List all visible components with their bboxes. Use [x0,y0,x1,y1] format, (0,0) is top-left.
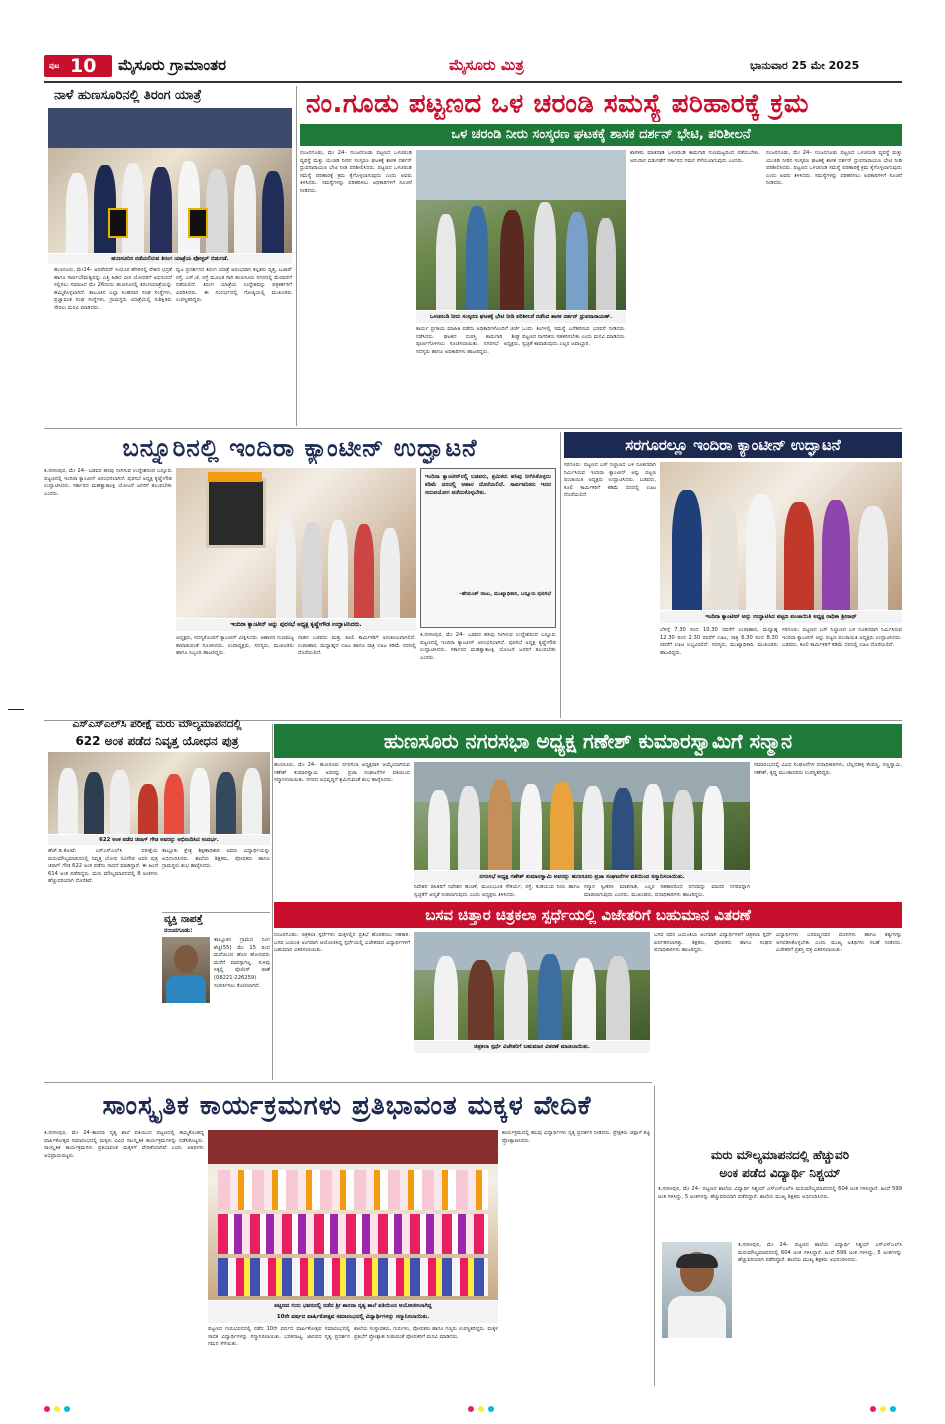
story-body-col2: ಬೆಳಿಗ್ಗೆ 7.30 ರಿಂದ 10.30 ರವರೆಗೆ ಉಪಾಹಾರ, ಮಧ್ಯಾಹ್ನ 12.30 ರಿಂದ 2.30 ರವರೆಗೆ ಊಟ, ರಾತ್ರಿ 6.30 ರಿಂದ 8.30 ರವರೆಗೆ ಊಟ ಲಭ್ಯವಿರಲಿದೆ. ಸದಸ್ಯರು, ಮುಖ್ಯಾಧಿಕಾರಿ, ಮುಖಂಡರು ಹಾಜರಿದ್ದರು. [660,627,778,656]
story-photo [416,150,626,310]
masthead-rule [44,81,902,83]
story-body-col4: ಕಾರ್ಯಕ್ರಮದಲ್ಲಿ ಹಲವು ವಿದ್ಯಾರ್ಥಿಗಳು ನೃತ್ಯ ಪ್ರದರ್ಶನ ನೀಡಿದರು. ಪ್ರೇಕ್ಷಕರು ಚಪ್ಪಾಳೆ ತಟ್ಟಿ ಪ್ರೋತ್ಸಾಹಿಸಿದರು. [502,1130,650,1144]
story-photo [414,762,750,870]
photo-caption-line1: ಪಟ್ಟಣದ ಗುರು ಭವನದಲ್ಲಿ ನಡೆದ ಶ್ರೀ ಶಾರದಾ ನೃತ್ಯ ಶಾಲೆ ವತಿಯಿಂದ ಆಯೋಜಿಸಲಾಗಿದ್ದ [208,1301,498,1312]
section-rule [44,428,902,429]
story-body-col4: ಶಾಸಕರು ಮಾತನಾಡಿ ಒಳಚರಂಡಿ ಕಾಮಗಾರಿ ಗುಣಮಟ್ಟದಿಂದ ನಡೆಯಬೇಕು. ಅನುದಾನ ಬಿಡುಗಡೆಗೆ ಸರ್ಕಾರದ ಗಮನ ಸೆಳೆಯಲಾಗುವುದು ಎಂದರು. [630,150,760,164]
photo-caption-line2: 10ನೇ ವರ್ಷದ ವಾರ್ಷಿಕೋತ್ಸವ ಸಮಾರಂಭದಲ್ಲಿ ವಿದ್ಯಾರ್ಥಿಗಳನ್ನು ಸನ್ಮಾನಿಸಲಾಯಿತು. [208,1312,498,1323]
quote-text: ಇಂದಿರಾ ಕ್ಯಾಂಟೀನ್‌ನಲ್ಲಿ ಬಡವರು, ಶ್ರಮಿಕರು ಹಸಿವು ನೀಗಿಸಿಕೊಳ್ಳಲು ಕಡಿಮೆ ದರದಲ್ಲಿ ಆಹಾರ ದೊರೆಯಲಿದೆ. ಸಾರ್ವಜನಿಕರು ಇದರ ಸದುಪಯೋಗ ಪಡೆದುಕೊಳ್ಳಬೇಕು. [425,474,551,497]
story-subhead: ಒಳ ಚರಂಡಿ ನೀರು ಸಂಸ್ಕರಣ ಘಟಕಕ್ಕೆ ಶಾಸಕ ದರ್ಶನ್ ಭೇಟಿ, ಪರಿಶೀಲನೆ [300,124,902,146]
story-photo [176,468,416,618]
section-title: ಮೈಸೂರು ಗ್ರಾಮಾಂತರ [118,56,227,74]
story-headline: ಹುಣಸೂರು ನಗರಸಭಾ ಅಧ್ಯಕ್ಷ ಗಣೇಶ್ ಕುಮಾರಸ್ವಾಮಿಗೆ ಸನ್ಮಾನ [274,724,902,758]
story-body-col1: ಸರಗೂರು: ಪಟ್ಟಣದ ಬಸ್ ನಿಲ್ದಾಣದ ಬಳಿ ನೂತನವಾಗಿ ನಿರ್ಮಿಸಿರುವ ಇಂದಿರಾ ಕ್ಯಾಂಟೀನ್ ಅನ್ನು ಪಟ್ಟಣ ಪಂಚಾಯಿತಿ ಅಧ್ಯಕ್ಷರು ಉದ್ಘಾಟಿಸಿದರು. ಬಡವರು, ಕೂಲಿ ಕಾರ್ಮಿಕರಿಗೆ ಕಡಿಮೆ ದರದಲ್ಲಿ ಊಟ ದೊರೆಯಲಿದೆ. [564,462,656,499]
story-body: ತಿ.ನರಸೀಪುರ, ಮೇ 24– ಪಟ್ಟಣದ ಶಾಲೆಯ ವಿದ್ಯಾರ್ಥಿ ನಿಶ್ಚಯ್ ಎಸ್‌ಎಸ್‌ಎಲ್‌ಸಿ ಮರುಮೌಲ್ಯಮಾಪನದಲ್ಲಿ 604 ಅಂಕ ಗಳಿಸಿದ್ದಾರೆ. ಹಿಂದೆ 599 ಅಂಕ ಗಳಿಸಿದ್ದು, 5 ಅಂಕಗಳನ್ನು ಹೆಚ್ಚುವರಿಯಾಗಿ ಪಡೆದಿದ್ದಾರೆ. ಶಾಲೆಯ ಮುಖ್ಯ ಶಿಕ್ಷಕರು ಅಭಿನಂದಿಸಿದರು. [658,1186,902,1200]
photo-caption: ಇಂದಿರಾ ಕ್ಯಾಂಟೀನ್ ಅನ್ನು ಉದ್ಘಾಟಿಸಿದ ಪಟ್ಟಣ ಪಂಚಾಯಿತಿ ಅಧ್ಯಕ್ಷ ರಾಧಿಕಾ ಶ್ರೀನಾಥ್ [660,611,902,623]
page-number-badge [44,55,112,77]
story-saragur-canteen [564,432,902,718]
story-headline: ನಂ.ಗೂಡು ಪಟ್ಟಣದ ಒಳ ಚರಂಡಿ ಸಮಸ್ಯೆ ಪರಿಹಾರಕ್ಕೆ ಕ್ರಮ [306,89,809,119]
story-body-col1: ತಿ.ನರಸೀಪುರ, ಮೇ 24– ಬಡವರ ಹಸಿವು ನೀಗಿಸುವ ಉದ್ದೇಶದಿಂದ ಬನ್ನೂರು ಪಟ್ಟಣದಲ್ಲಿ ಇಂದಿರಾ ಕ್ಯಾಂಟೀನ್ ಆರಂಭಿಸಲಾಗಿದೆ. ಪುರಸಭೆ ಅಧ್ಯಕ್ಷ ಕೃಷ್ಣೇಗೌಡ ಉದ್ಘಾಟಿಸಿದರು. ಸರ್ಕಾರದ ಮಹತ್ವಾಕಾಂಕ್ಷಿ ಯೋಜನೆ ಜನರಿಗೆ ತಲುಪಬೇಕು ಎಂದರು. [44,468,172,497]
story-ugd [300,86,902,426]
story-body-col2: ಪಟ್ಟಣದ ಗುರುಭವನದಲ್ಲಿ ನಡೆದ 10ನೇ ವರ್ಷದ ವಾರ್ಷಿಕೋತ್ಸವ ಸಮಾರಂಭದಲ್ಲಿ ಸಾಧಕ ವಿದ್ಯಾರ್ಥಿಗಳನ್ನು ಸನ್ಮಾನಿಸಲಾಯಿತು. ಭರತನಾಟ್ಯ, ಜಾನಪದ ನೃತ್ಯ ಪ್ರದರ್ಶನ ಗಮನ ಸೆಳೆಯಿತು. [208,1326,350,1348]
photo-caption: ನಗರಸಭೆ ಅಧ್ಯಕ್ಷ ಗಣೇಶ್ ಕುಮಾರಸ್ವಾಮಿ ಅವರನ್ನು ಹುಣಸೂರು ಪ್ರಜಾ ಸಂಘಟನೆಗಳ ವತಿಯಿಂದ ಸನ್ಮಾನಿಸಲಾಯಿತು. [414,871,750,883]
page-number: 10 [70,55,97,77]
story-body-col1: ಹುಣಸೂರು, ಮೇ24– ಆಪರೇಷನ್ ಸಿಂಧೂರ ಹೆಸರಿನಲ್ಲಿ ದೇಶದ ಭದ್ರತೆ ಹಾಗೂ ಸಾರ್ವಭೌಮತ್ವವನ್ನು ಎತ್ತಿ ಹಿಡಿದ ವೀರ ಯೋಧರಿಗೆ ಅಭಿನಂದನೆ ಸಲ್ಲಿಸಲು ಸಮಾಜದ ಮೇ 26ರಂದು ಹುಣಸೂರಲ್ಲಿ ತಿರಂಗಯಾತ್ರೆಯನ್ನು ಹಮ್ಮಿಕೊಳ್ಳಲಾಗಿದೆ. ತಾಲೂಕಿನ ಎಲ್ಲಾ ಸಿಂಹನಾದ ಸಂಘ ಸಂಸ್ಥೆಗಳು, ಪ್ರಜ್ಞಾವಂತ ಸಂಘ ಸಂಸ್ಥೆಗಳು, ಗ್ರಾಮಸ್ಥರು ಯಾತ್ರೆಯಲ್ಲಿ ಸುಶಿಕ್ಷಿತರು ಸೇರಲು ಮನವಿ ಮಾಡಿದರು. [54,267,172,311]
story-body-col3: ಶಾಲೆಯ ಸಂಸ್ಥಾಪಕರು, ಗುರುಗಳು, ಪೋಷಕರು ಹಾಗೂ ಗಣ್ಯರು ಉಪಸ್ಥಿತರಿದ್ದರು. ಮಕ್ಕಳ ಪ್ರತಿಭೆಗೆ ಪ್ರೋತ್ಸಾಹ ನೀಡುವಂತೆ ಪೋಷಕರಿಗೆ ಮನವಿ ಮಾಡಿದರು. [354,1326,498,1340]
margin-mark [8,709,24,710]
story-nishchay [658,1146,902,1386]
photo-caption: 622 ಅಂಕ ಪಡೆದ ಚಿರಾಗ್ ಗೌಡ ಅವರನ್ನು ಅಭಿನಂದಿಸಿದ ಸಂದರ್ಭ. [48,835,270,845]
story-body-col2: ನಿವೇಶನ ರಹಿತರಿಗೆ ನಿವೇಶನ ಹಂಚಿಕೆ, ಮೂಲಭೂತ ಸೌಕರ್ಯ, ರಸ್ತೆ, ಕುಡಿಯುವ ನೀರು ಹಾಗೂ ಸ್ವಚ್ಛತೆಗೆ ಆದ್ಯತೆ ನೀಡಲಾಗುವುದು ಎಂದು ಅಧ್ಯಕ್ಷರು ತಿಳಿಸಿದರು. [414,884,580,898]
story-headline-line1: ಎಸ್‌ಎಸ್‌ಎಲ್‌ಸಿ ಪರೀಕ್ಷೆ ಮರು ಮೌಲ್ಯಮಾಪನದಲ್ಲಿ [72,718,242,730]
photo-caption: ಇಂದಿರಾ ಕ್ಯಾಂಟೀನ್ ಅನ್ನು ಪುರಸಭೆ ಅಧ್ಯಕ್ಷ ಕೃಷ್ಣೇಗೌಡ ಉದ್ಘಾಟಿಸಿದರು. [176,619,416,631]
quote-attribution: –ಹೇಮಂತ್ ರಾಜು, ಮುಖ್ಯಾಧಿಕಾರಿ, ಬನ್ನೂರು ಪುರಸಭೆ [459,591,551,597]
story-headline-line1: ಮರು ಮೌಲ್ಯಮಾಪನದಲ್ಲಿ ಹೆಚ್ಚುವರಿ [710,1148,850,1162]
story-bannur-canteen [44,432,556,718]
student-photo [662,1242,732,1338]
story-headline: ಬನ್ನೂರಿನಲ್ಲಿ ಇಂದಿರಾ ಕ್ಯಾಂಟೀನ್ ಉದ್ಘಾಟನೆ [122,434,478,462]
story-body-col1: ತಿ.ನರಸೀಪುರ, ಮೇ 24–ಶಾರದಾ ನೃತ್ಯ ಶಾಲೆ ವತಿಯಿಂದ ಪಟ್ಟಣದಲ್ಲಿ ಹಮ್ಮಿಕೊಂಡಿದ್ದ ವಾರ್ಷಿಕೋತ್ಸವ ಸಮಾರಂಭದಲ್ಲಿ ಮಕ್ಕಳು ವಿವಿಧ ಸಾಂಸ್ಕೃತಿಕ ಕಾರ್ಯಕ್ರಮಗಳನ್ನು ನಡೆಸಿಕೊಟ್ಟರು. ಸಾಂಸ್ಕೃತಿಕ ಕಾರ್ಯಕ್ರಮಗಳು ಪ್ರತಿಭಾವಂತ ಮಕ್ಕಳಿಗೆ ವೇದಿಕೆಯಾಗಿವೆ ಎಂದು ಅತಿಥಿಗಳು ಅಭಿಪ್ರಾಯಪಟ್ಟರು. [44,1130,204,1159]
story-basava-chittara [274,902,902,1080]
missing-person-photo [162,937,210,1003]
column-rule [296,86,297,426]
story-body-col3: ವಿದ್ಯಾರ್ಥಿಗಳು ಬಸವಣ್ಣನವರ ವಚನಗಳು ಹಾಗೂ ತತ್ವಗಳನ್ನು ಅಳವಡಿಸಿಕೊಳ್ಳಬೇಕು ಎಂದು ಮುಖ್ಯ ಅತಿಥಿಗಳು ಸಲಹೆ ನೀಡಿದರು. ವಿಜೇತರಿಗೆ ಪ್ರಶಸ್ತಿ ಪತ್ರ ವಿತರಿಸಲಾಯಿತು. [776,932,902,954]
story-body-col5: ನಂಜನಗೂಡು, ಮೇ 24– ನಂಜನಗೂಡು ಪಟ್ಟಣದ ಒಳಚರಂಡಿ ವ್ಯವಸ್ಥೆ ಮತ್ತು ಯುಜಿಡಿ ನೀರಿನ ಸಂಸ್ಕರಣ ಘಟಕಕ್ಕೆ ಶಾಸಕ ದರ್ಶನ್ ಧ್ರುವನಾರಾಯಣ ಭೇಟಿ ನೀಡಿ ಪರಿಶೀಲಿಸಿದರು. ಪಟ್ಟಣದ ಒಳಚರಂಡಿ ಸಮಸ್ಯೆ ಪರಿಹಾರಕ್ಕೆ ಕ್ರಮ ಕೈಗೊಳ್ಳಲಾಗುವುದು ಎಂದು ಅವರು ತಿಳಿಸಿದರು. ಸಮಸ್ಯೆಗಳನ್ನು ಪರಿಹರಿಸಲು ಅಧಿಕಾರಿಗಳಿಗೆ ಸೂಚನೆ ನೀಡಿದರು. [766,150,902,187]
page-label: ಪುಟ [49,62,60,70]
story-hunsur-sanmana [274,724,902,898]
photo-caption: ಒಳಚರಂಡಿ ನೀರು ಸಂಸ್ಕರಣ ಘಟಕಕ್ಕೆ ಭೇಟಿ ನೀಡಿ ಪರಿಶೀಲನೆ ನಡೆಸಿದ ಶಾಸಕ ದರ್ಶನ್ ಧ್ರುವನಾರಾಯಣ್. [416,311,626,323]
missing-body: ತಾಲ್ಲೂಕಿನ ಗ್ರಾಮದ ನಿಂಗ ಶೆಟ್ಟಿ(55) ಮೇ 15 ರಿಂದ ಮನೆಯಿಂದ ಹೊರ ಹೋದವರು ಮನೆಗೆ ವಾಪಸ್ಸಾಗಿಲ್ಲ. ಸುಳಿವು ಸಿಕ್ಕಲ್ಲಿ ಪೊಲೀಸ್ ಠಾಣೆ (08221-226259) ಸಂಪರ್ಕಿಸಲು ಕೋರಲಾಗಿದೆ. [214,937,270,989]
story-body-col1: ನಂಜನಗೂಡು, ಮೇ 24– ನಂಜನಗೂಡು ಪಟ್ಟಣದ ಒಳಚರಂಡಿ ವ್ಯವಸ್ಥೆ ಮತ್ತು ಯುಜಿಡಿ ನೀರಿನ ಸಂಸ್ಕರಣ ಘಟಕಕ್ಕೆ ಶಾಸಕ ದರ್ಶನ್ ಧ್ರುವನಾರಾಯಣ ಭೇಟಿ ನೀಡಿ ಪರಿಶೀಲಿಸಿದರು. ಪಟ್ಟಣದ ಒಳಚರಂಡಿ ಸಮಸ್ಯೆ ಪರಿಹಾರಕ್ಕೆ ಕ್ರಮ ಕೈಗೊಳ್ಳಲಾಗುವುದು ಎಂದು ಅವರು ತಿಳಿಸಿದರು. ಸಮಸ್ಯೆಗಳನ್ನು ಪರಿಹರಿಸಲು ಅಧಿಕಾರಿಗಳಿಗೆ ಸೂಚನೆ ನೀಡಿದರು. [300,150,412,194]
story-body-col2: ಅಧ್ಯಕ್ಷರು, ಸದಸ್ಯರೊಂದಿಗೆ ಕ್ಯಾಂಟೀನ್ ವೀಕ್ಷಿಸಿದರು. ಆಹಾರದ ಗುಣಮಟ್ಟ ಕಾಪಾಡುವಂತೆ ಸೂಚಿಸಿದರು. ಉಪಾಧ್ಯಕ್ಷರು, ಸದಸ್ಯರು, ಮುಖಂಡರು ಹಾಗೂ ಸಿಬ್ಬಂದಿ ಹಾಜರಿದ್ದರು. [176,635,294,657]
section-rule [44,1082,652,1083]
story-photo [48,752,270,834]
photo-caption: ಹುಣಸೂರಿನ ನಡೆಯಲಿರುವ ತಿರಂಗ ಯಾತ್ರೆಯ ಪೋಸ್ಟರ್ ಬಿಡುಗಡೆ. [48,254,292,264]
story-headline: ಸಾಂಸ್ಕೃತಿಕ ಕಾರ್ಯಕ್ರಮಗಳು ಪ್ರತಿಭಾವಂತ ಮಕ್ಕಳ ವೇದಿಕೆ [102,1091,592,1121]
story-body-col1: ಹೆಚ್.ಡಿ.ಕೋಟೆ: ಎಸ್‌ಎಸ್‌ಎಲ್‌ಸಿ ಪರೀಕ್ಷೆಯ ಮರುಮೌಲ್ಯಮಾಪನದಲ್ಲಿ ನಿವೃತ್ತ ಯೋಧ ರವಿಗೌಡ ಅವರ ಪುತ್ರ ಚಿರಾಗ್ ಗೌಡ 622 ಅಂಕ ಪಡೆದು ಸಾಧನೆ ಮಾಡಿದ್ದಾರೆ. ಈ ಹಿಂದೆ 614 ಅಂಕ ಪಡೆದಿದ್ದರು. ಮರು ಮೌಲ್ಯಮಾಪನದಲ್ಲಿ 8 ಅಂಕಗಳು ಹೆಚ್ಚುವರಿಯಾಗಿ ದೊರೆತಿವೆ. [48,848,158,885]
story-headline-line2: ಅಂಕ ಪಡೆದ ವಿದ್ಯಾರ್ಥಿ ನಿಶ್ಚಯ್ [719,1166,841,1180]
story-body-col1: ಹುಣಸೂರು, ಮೇ 24– ಹುಣಸೂರು ನಗರಸಭಾ ಅಧ್ಯಕ್ಷರಾಗಿ ಆಯ್ಕೆಯಾಗಿರುವ ಗಣೇಶ್ ಕುಮಾರಸ್ವಾಮಿ ಅವರನ್ನು ಪ್ರಜಾ ಸಂಘಟನೆಗಳ ವತಿಯಿಂದ ಸನ್ಮಾನಿಸಲಾಯಿತು. ನಗರದ ಅಭಿವೃದ್ಧಿಗೆ ಶ್ರಮಿಸುವಂತೆ ಶುಭ ಹಾರೈಸಿದರು. [274,762,410,784]
story-body-col3: ಸರಗೂರು: ಪಟ್ಟಣದ ಬಸ್ ನಿಲ್ದಾಣದ ಬಳಿ ನೂತನವಾಗಿ ನಿರ್ಮಿಸಿರುವ ಇಂದಿರಾ ಕ್ಯಾಂಟೀನ್ ಅನ್ನು ಪಟ್ಟಣ ಪಂಚಾಯಿತಿ ಅಧ್ಯಕ್ಷರು ಉದ್ಘಾಟಿಸಿದರು. ಬಡವರು, ಕೂಲಿ ಕಾರ್ಮಿಕರಿಗೆ ಕಡಿಮೆ ದರದಲ್ಲಿ ಊಟ ದೊರೆಯಲಿದೆ. [782,627,902,649]
quote-box [420,468,556,628]
story-headline-line2: 622 ಅಂಕ ಪಡೆದ ನಿವೃತ್ತ ಯೋಧನ ಪುತ್ರ [75,734,239,748]
story-body-col3: ಸನ್ಮಾನ ಸ್ವೀಕರಿಸಿ ಮಾತನಾಡಿ, ಎಲ್ಲರ ಸಹಕಾರದಿಂದ ನಗರವನ್ನು ಮಾದರಿ ನಗರವನ್ನಾಗಿ ಮಾಡಲಾಗುವುದು ಎಂದರು. ಮುಖಂಡರು, ಪದಾಧಿಕಾರಿಗಳು ಹಾಜರಿದ್ದರು. [584,884,750,898]
story-photo [414,932,650,1040]
column-rule [560,432,561,718]
story-body-col3: ಒಂದು ತಿಂಗಳಲ್ಲಿ ಸಮಸ್ಯೆ ಬಗೆಹರಿಸುವ ಭರವಸೆ ನೀಡಿದರು. ಪಟ್ಟಣದ ನಾಗರಿಕರು ಸಹಕರಿಸಬೇಕು ಎಂದು ಮನವಿ ಮಾಡಿದರು. ಸ್ವಚ್ಛತೆ ಕಾಪಾಡುವುದು ಎಲ್ಲರ ಜವಾಬ್ದಾರಿ. [522,326,626,348]
story-body-col2: ಬಸವ ರವರ ಜಯಂತಿಯ ಅಂಗವಾಗಿ ವಿದ್ಯಾರ್ಥಿಗಳಿಗೆ ಚಿತ್ರಕಲಾ ಸ್ಪರ್ಧೆ ಏರ್ಪಡಿಸಲಾಗಿತ್ತು. ಶಿಕ್ಷಕರು, ಪೋಷಕರು ಹಾಗೂ ಸಂಘದ ಪದಾಧಿಕಾರಿಗಳು ಹಾಜರಿದ್ದರು. [654,932,772,954]
story-photo [48,108,292,253]
photo-caption: ಚಿತ್ರಕಲಾ ಸ್ಪರ್ಧೆ ವಿಜೇತರಿಗೆ ಬಹುಮಾನ ವಿತರಣೆ ಮಾಡಲಾಯಿತು. [414,1041,650,1053]
story-photo [660,462,902,610]
story-body-col2: ಧ್ವಜ ಪ್ರದರ್ಶನದ ತಿರಂಗ ಯಾತ್ರೆ ಆರಂಭವಾಗಿ ಕಲ್ಪತರು ವೃತ್ತ, ಬಜಾರ್ ರಸ್ತೆ, ಎಸ್.ಜೆ. ರಸ್ತೆ ಮೂಲಕ ಸಾಗಿ ಹುಣಸೂರು ನಗರದಲ್ಲಿ ಮೆರವಣಿಗೆ ನಡೆಯಲಿದೆ. ತಿರಂಗ ಯಾತ್ರೆಯ ಉದ್ದೇಶವನ್ನು ಪತ್ರಕರ್ತರಿಗೆ ವಿವರಿಸಿದರು. ಈ ಸಂದರ್ಭದಲ್ಲಿ ಗೋಷ್ಠಿಯಲ್ಲಿ ಮುಖಂಡರು ಉಪಸ್ಥಿತರಿದ್ದರು. [176,267,292,304]
missing-subtitle: ನಂಜನಗೂಡು: [164,927,193,934]
story-body-col2: ತಾಲ್ಲೂಕು ಕ್ಷೇತ್ರ ಶಿಕ್ಷಣಾಧಿಕಾರಿ ಅವರು ವಿದ್ಯಾರ್ಥಿಯನ್ನು ಅಭಿನಂದಿಸಿದರು. ಶಾಲೆಯ ಶಿಕ್ಷಕರು, ಪೋಷಕರು ಹಾಗೂ ಗ್ರಾಮಸ್ಥರು ಶುಭ ಹಾರೈಸಿದರು. [162,848,270,870]
masthead [44,53,902,79]
registration-marks [44,1404,902,1414]
story-headline: ಸರಗೂರಲ್ಲೂ ಇಂದಿರಾ ಕ್ಯಾಂಟೀನ್ ಉದ್ಘಾಟನೆ [564,432,902,458]
story-body-col1: ನಂಜನಗೂಡು: ಚಿತ್ರಕಲಾ ಸ್ಪರ್ಧೆಗಳು ಮಕ್ಕಳಲ್ಲಿನ ಪ್ರತಿಭೆ ಹೊರತರಲು ಸಹಕಾರಿ. ಬಸವ ಜಯಂತಿ ಅಂಗವಾಗಿ ಆಯೋಜಿಸಿದ್ದ ಸ್ಪರ್ಧೆಯಲ್ಲಿ ವಿಜೇತರಾದ ವಿದ್ಯಾರ್ಥಿಗಳಿಗೆ ಬಹುಮಾನ ವಿತರಿಸಲಾಯಿತು. [274,932,410,954]
story-headline: ಬಸವ ಚಿತ್ತಾರ ಚಿತ್ರಕಲಾ ಸ್ಪರ್ಧೆಯಲ್ಲಿ ವಿಜೇತರಿಗೆ ಬಹುಮಾನ ವಿತರಣೆ [274,902,902,928]
story-cultural [44,1086,650,1386]
story-body-col4: ತಿ.ನರಸೀಪುರ, ಮೇ 24– ಬಡವರ ಹಸಿವು ನೀಗಿಸುವ ಉದ್ದೇಶದಿಂದ ಬನ್ನೂರು ಪಟ್ಟಣದಲ್ಲಿ ಇಂದಿರಾ ಕ್ಯಾಂಟೀನ್ ಆರಂಭಿಸಲಾಗಿದೆ. ಪುರಸಭೆ ಅಧ್ಯಕ್ಷ ಕೃಷ್ಣೇಗೌಡ ಉದ್ಘಾಟಿಸಿದರು. ಸರ್ಕಾರದ ಮಹತ್ವಾಕಾಂಕ್ಷಿ ಯೋಜನೆ ಜನರಿಗೆ ತಲುಪಬೇಕು ಎಂದರು. [420,632,556,661]
story-sslc-622 [44,714,270,1080]
missing-person-notice [162,912,270,1080]
story-body-col4: ಸಮಾರಂಭದಲ್ಲಿ ವಿವಿಧ ಸಂಘಟನೆಗಳ ಪದಾಧಿಕಾರಿಗಳು, ಬೆಲ್ಲದಹಳ್ಳಿ ಕೆಂಪಣ್ಣ, ಸಣ್ಣಸ್ವಾಮಿ, ಗಣೇಶ್, ಕೃಷ್ಣ ಮುಂತಾದವರು ಉಪಸ್ಥಿತರಿದ್ದರು. [754,762,902,776]
issue-date: ಭಾನುವಾರ 25 ಮೇ 2025 [750,59,860,72]
story-headline: ನಾಳೆ ಹುಣಸೂರಿನಲ್ಲಿ ತಿರಂಗ ಯಾತ್ರೆ [54,88,202,103]
story-body-continued: ತಿ.ನರಸೀಪುರ, ಮೇ 24– ಪಟ್ಟಣದ ಶಾಲೆಯ ವಿದ್ಯಾರ್ಥಿ ನಿಶ್ಚಯ್ ಎಸ್‌ಎಸ್‌ಎಲ್‌ಸಿ ಮರುಮೌಲ್ಯಮಾಪನದಲ್ಲಿ 604 ಅಂಕ ಗಳಿಸಿದ್ದಾರೆ. ಹಿಂದೆ 599 ಅಂಕ ಗಳಿಸಿದ್ದು, 5 ಅಂಕಗಳನ್ನು ಹೆಚ್ಚುವರಿಯಾಗಿ ಪಡೆದಿದ್ದಾರೆ. ಶಾಲೆಯ ಮುಖ್ಯ ಶಿಕ್ಷಕರು ಅಭಿನಂದಿಸಿದರು. [738,1242,902,1264]
column-rule [654,1086,655,1386]
story-tiranga-yatre [44,86,292,426]
story-body-col2: ಕಾರ್ಯ ಪ್ರಗತಿಯ ಮಾಹಿತಿ ಪಡೆದು ಅಧಿಕಾರಿಗಳೊಂದಿಗೆ ಚರ್ಚೆ ನಡೆಸಿದರು. ಘಟಕದ ದುರಸ್ತಿ ಕಾಮಗಾರಿ ಶೀಘ್ರ ಪೂರ್ಣಗೊಳಿಸಲು ಸೂಚಿಸಲಾಯಿತು. ನಗರಸಭೆ ಅಧ್ಯಕ್ಷರು, ಸದಸ್ಯರು ಹಾಗೂ ಅಧಿಕಾರಿಗಳು ಹಾಜರಿದ್ದರು. [416,326,520,355]
story-photo [208,1130,498,1300]
missing-title: ವ್ಯಕ್ತಿ ನಾಪತ್ತೆ [164,914,203,925]
paper-name: ಮೈಸೂರು ಮಿತ್ರ [449,56,524,74]
story-body-col3: ನಾಡಿನ ಬಡವರು ಮತ್ತು ಕೂಲಿ ಕಾರ್ಮಿಕರಿಗೆ ಅನುಕೂಲವಾಗಲಿದೆ. ಉಪಾಹಾರ, ಮಧ್ಯಾಹ್ನದ ಊಟ ಹಾಗೂ ರಾತ್ರಿ ಊಟ ಕಡಿಮೆ ದರದಲ್ಲಿ ದೊರೆಯಲಿದೆ. [298,635,416,657]
column-rule [272,724,273,1080]
